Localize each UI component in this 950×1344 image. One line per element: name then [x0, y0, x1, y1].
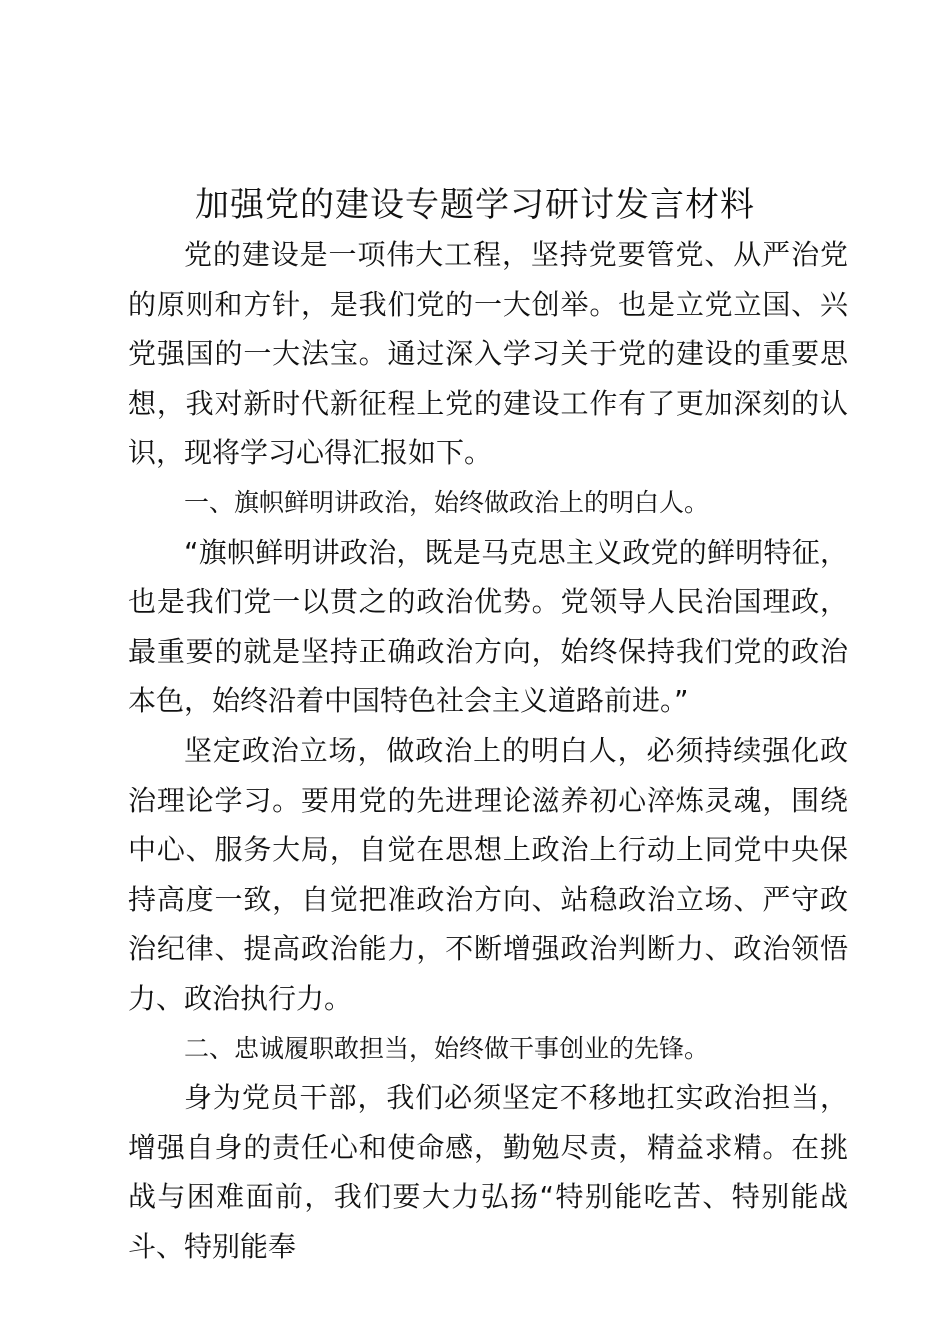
- paragraph-quote: “旗帜鲜明讲政治，既是马克思主义政党的鲜明特征，也是我们党一以贯之的政治优势。党领导人民治国理政，最重要的就是坚持正确政治方向，始终保持我们党的政治本色，始终沿着中国特色社会主义道路前进。”: [128, 535, 848, 718]
- document-title: 加强党的建设专题学习研讨发言材料: [195, 185, 755, 225]
- paragraph-responsibility: 身为党员干部，我们必须坚定不移地扛实政治担当，增强自身的责任心和使命感，勤勉尽责，精益求精。在挑战与困难面前，我们要大力弘扬“特别能吃苦、特别能战斗、特别能奉: [128, 1081, 848, 1263]
- paragraph-political-stance: 坚定政治立场，做政治上的明白人，必须持续强化政治理论学习。要用党的先进理论滋养初心淬炼灵魂，围绕中心、服务大局，自觉在思想上政治上行动上同党中央保持高度一致，自觉把准政治方向、站稳政治立场、严守政治纪律、提高政治能力，不断增强政治判断力、政治领悟力、政治执行力。: [128, 733, 848, 1015]
- document-body: [128, 230, 848, 1271]
- section-heading-1: 一、旗帜鲜明讲政治，始终做政治上的明白人。: [184, 487, 710, 517]
- paragraph-intro: 党的建设是一项伟大工程，坚持党要管党、从严治党的原则和方针，是我们党的一大创举。也是立党立国、兴党强国的一大法宝。通过深入学习关于党的建设的重要思想，我对新时代新征程上党的建设工作有了更加深刻的认识，现将学习心得汇报如下。: [128, 238, 848, 470]
- section-heading-2: 二、忠诚履职敢担当，始终做干事创业的先锋。: [184, 1033, 710, 1063]
